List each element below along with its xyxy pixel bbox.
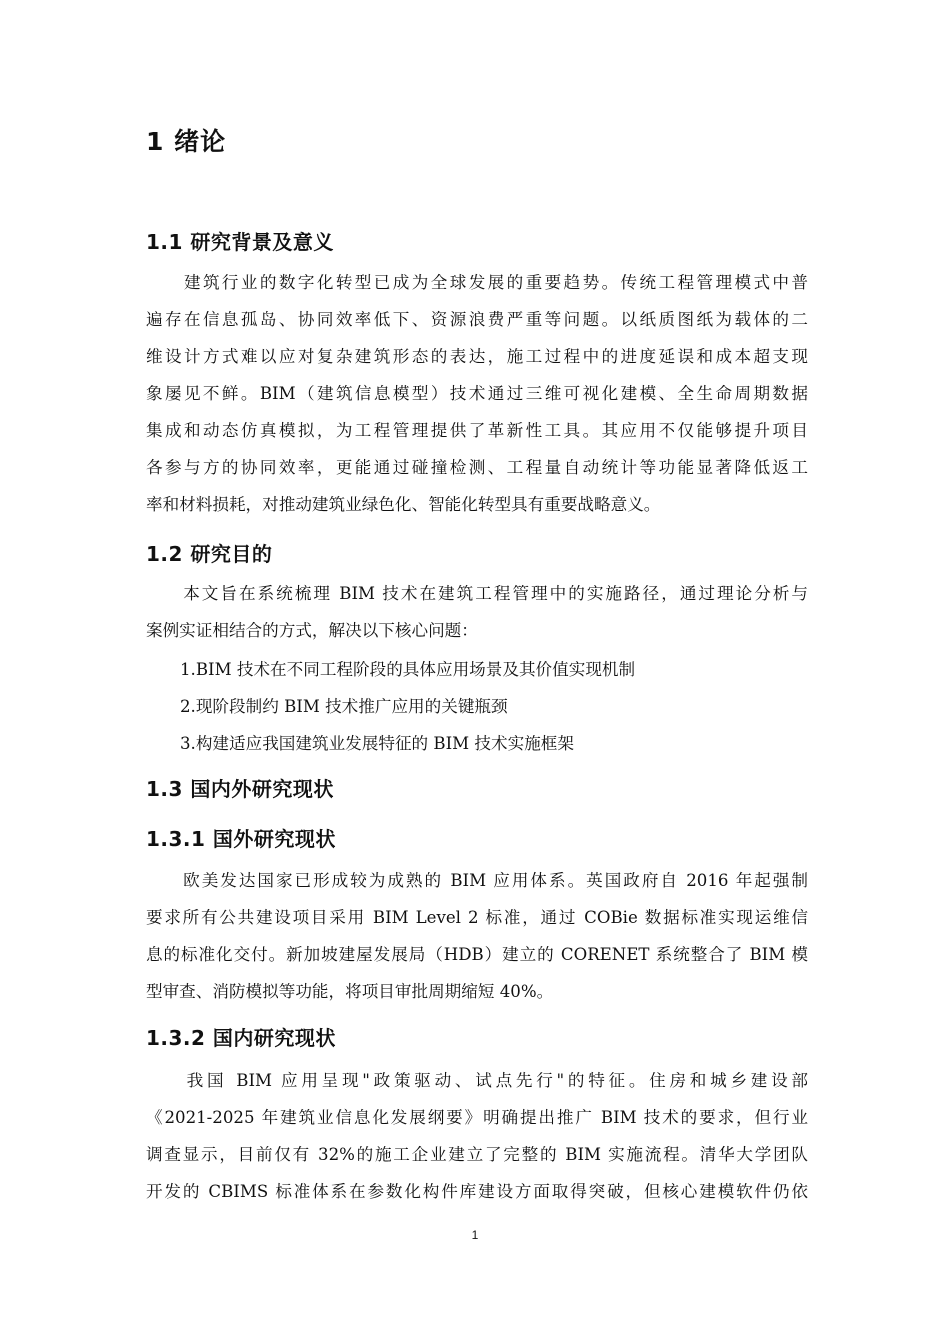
- paragraph-line: 息的标准化交付。新加坡建屋发展局（HDB）建立的 CORENET 系统整合了 BIM 模: [146, 945, 808, 964]
- paragraph-line: 各参与方的协同效率，更能通过碰撞检测、工程量自动统计等功能显著降低返工: [146, 458, 808, 477]
- paragraph-line: 案例实证相结合的方式，解决以下核心问题：: [146, 621, 478, 640]
- page-number: 1: [471, 1228, 479, 1242]
- paragraph-line: 维设计方式难以应对复杂建筑形态的表达，施工过程中的进度延误和成本超支现: [146, 347, 808, 366]
- paragraph-line: 率和材料损耗，对推动建筑业绿色化、智能化转型具有重要战略意义。: [146, 495, 661, 514]
- section-heading-1-3-1: 1.3.1 国外研究现状: [146, 827, 336, 851]
- paragraph-line: 型审查、消防模拟等功能，将项目审批周期缩短 40%。: [146, 982, 554, 1001]
- list-item: 2.现阶段制约 BIM 技术推广应用的关键瓶颈: [180, 697, 508, 716]
- paragraph-purpose: [146, 575, 808, 649]
- chapter-title: 1 绪论: [146, 127, 227, 156]
- paragraph-line: 遍存在信息孤岛、协同效率低下、资源浪费严重等问题。以纸质图纸为载体的二: [146, 310, 808, 329]
- paragraph-line: 开发的 CBIMS 标准体系在参数化构件库建设方面取得突破，但核心建模软件仍依: [146, 1182, 808, 1201]
- paragraph-line: 调查显示，目前仅有 32%的施工企业建立了完整的 BIM 实施流程。清华大学团队: [146, 1145, 808, 1164]
- paragraph-line: 本文旨在系统梳理 BIM 技术在建筑工程管理中的实施路径，通过理论分析与: [146, 584, 808, 603]
- section-heading-1-1: 1.1 研究背景及意义: [146, 230, 334, 254]
- paragraph-line: 欧美发达国家已形成较为成熟的 BIM 应用体系。英国政府自 2016 年起强制: [146, 871, 808, 890]
- paragraph-background: [146, 264, 808, 523]
- paragraph-line: 建筑行业的数字化转型已成为全球发展的重要趋势。传统工程管理模式中普: [146, 273, 808, 292]
- paragraph-line: 集成和动态仿真模拟，为工程管理提供了革新性工具。其应用不仅能够提升项目: [146, 421, 808, 440]
- paragraph-line: 要求所有公共建设项目采用 BIM Level 2 标准，通过 COBie 数据标准实现运维信: [146, 908, 808, 927]
- list-item: 1.BIM 技术在不同工程阶段的具体应用场景及其价值实现机制: [180, 660, 636, 679]
- paragraph-line: 象屡见不鲜。BIM（建筑信息模型）技术通过三维可视化建模、全生命周期数据: [146, 384, 808, 403]
- paragraph-foreign-research: [146, 862, 808, 1010]
- section-heading-1-3-2: 1.3.2 国内研究现状: [146, 1026, 336, 1050]
- paragraph-domestic-research: [146, 1062, 808, 1210]
- paragraph-line: 《2021-2025 年建筑业信息化发展纲要》明确提出推广 BIM 技术的要求，但行业: [146, 1108, 808, 1127]
- section-heading-1-2: 1.2 研究目的: [146, 542, 273, 566]
- list-item: 3.构建适应我国建筑业发展特征的 BIM 技术实施框架: [180, 734, 574, 753]
- paragraph-line: 我国 BIM 应用呈现"政策驱动、试点先行"的特征。住房和城乡建设部: [146, 1071, 808, 1090]
- section-heading-1-3: 1.3 国内外研究现状: [146, 777, 334, 801]
